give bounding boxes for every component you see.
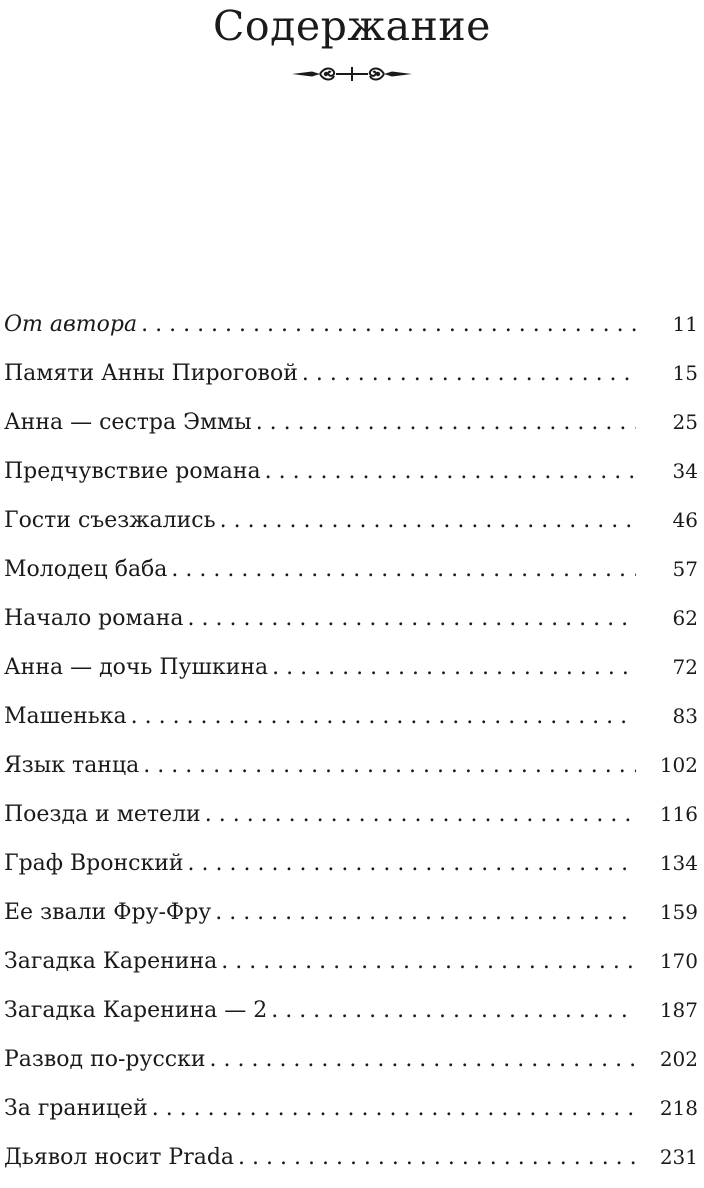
toc-entry-title: Развод по-русски (4, 1047, 206, 1072)
dot-leader (302, 356, 636, 392)
toc-entry[interactable] (4, 894, 698, 943)
dot-leader (221, 944, 636, 980)
toc-entry-page-number: 170 (659, 949, 698, 973)
toc-entry[interactable] (4, 1041, 698, 1090)
toc-entry[interactable] (4, 306, 698, 355)
dot-leader (143, 748, 636, 784)
toc-entry-page-number: 11 (672, 312, 698, 336)
toc-entry-page-number: 15 (672, 361, 698, 385)
toc-entry-page-number: 159 (659, 900, 698, 924)
toc-entry-title: Загадка Каренина — 2 (4, 998, 268, 1023)
toc-entry-title: Гости съезжались (4, 508, 216, 533)
dot-leader (215, 895, 636, 931)
toc-entry-title: Поезда и метели (4, 802, 201, 827)
toc-entry-page-number: 72 (672, 655, 698, 679)
dot-leader (238, 1140, 636, 1176)
dot-leader (171, 552, 636, 588)
toc-entry-title: Памяти Анны Пироговой (4, 361, 298, 386)
toc-entry[interactable] (4, 747, 698, 796)
toc-entry-page-number: 102 (659, 753, 698, 777)
toc-entry[interactable] (4, 502, 698, 551)
toc-entry-title: Начало романа (4, 606, 184, 631)
dot-leader (256, 405, 636, 441)
toc-entry[interactable] (4, 600, 698, 649)
dot-leader (188, 846, 636, 882)
toc-entry-page-number: 34 (672, 459, 698, 483)
dot-leader (205, 797, 636, 833)
toc-entry[interactable] (4, 551, 698, 600)
toc-entry[interactable] (4, 796, 698, 845)
dot-leader (141, 307, 636, 343)
toc-entry-title: Ее звали Фру-Фру (4, 900, 212, 925)
toc-entry-title: Язык танца (4, 753, 140, 778)
toc-entry-title: Загадка Каренина (4, 949, 218, 974)
toc-entry[interactable] (4, 698, 698, 747)
toc-entry-title: За границей (4, 1096, 148, 1121)
toc-entry-page-number: 62 (672, 606, 698, 630)
dot-leader (131, 699, 636, 735)
toc-entry[interactable] (4, 845, 698, 894)
toc-entry-page-number: 202 (659, 1047, 698, 1071)
table-of-contents (4, 306, 698, 1188)
toc-entry-page-number: 116 (659, 802, 698, 826)
toc-entry-title: Дьявол носит Prada (4, 1145, 235, 1170)
toc-entry[interactable] (4, 1090, 698, 1139)
toc-entry-title: Предчувствие романа (4, 459, 261, 484)
toc-entry[interactable] (4, 992, 698, 1041)
toc-entry[interactable] (4, 453, 698, 502)
dot-leader (210, 1042, 636, 1078)
toc-entry-page-number: 57 (672, 557, 698, 581)
dot-leader (188, 601, 636, 637)
toc-entry-page-number: 83 (672, 704, 698, 728)
page-title: Содержание (213, 2, 491, 50)
dot-leader (220, 503, 636, 539)
dot-leader (152, 1091, 636, 1127)
toc-entry[interactable] (4, 355, 698, 404)
toc-entry-title: Анна — дочь Пушкина (4, 655, 269, 680)
toc-entry[interactable] (4, 649, 698, 698)
toc-entry[interactable] (4, 1139, 698, 1188)
toc-entry-title: Граф Вронский (4, 851, 184, 876)
toc-entry-title: От автора (4, 312, 138, 337)
dot-leader (272, 650, 636, 686)
toc-entry-page-number: 218 (659, 1096, 698, 1120)
toc-entry-page-number: 25 (672, 410, 698, 434)
toc-entry-title: Молодец баба (4, 557, 168, 582)
decorative-divider-icon (290, 63, 414, 85)
toc-entry[interactable] (4, 404, 698, 453)
toc-entry-title: Анна — сестра Эммы (4, 410, 252, 435)
toc-entry-page-number: 46 (672, 508, 698, 532)
toc-entry[interactable] (4, 943, 698, 992)
dot-leader (265, 454, 636, 490)
toc-entry-title: Машенька (4, 704, 127, 729)
dot-leader (271, 993, 636, 1029)
toc-entry-page-number: 187 (659, 998, 698, 1022)
toc-entry-page-number: 134 (659, 851, 698, 875)
toc-entry-page-number: 231 (659, 1145, 698, 1169)
